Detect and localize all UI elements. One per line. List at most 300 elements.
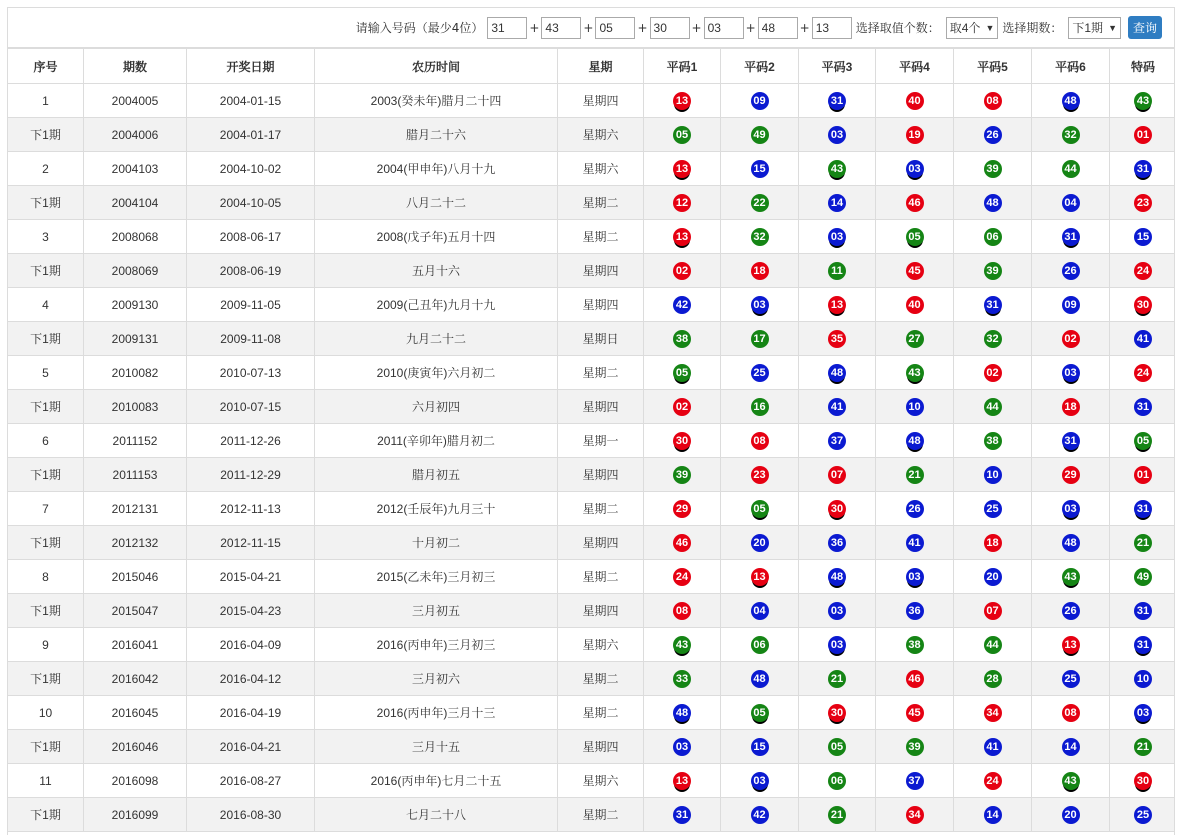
draw-date: 2008-06-19 bbox=[187, 254, 315, 288]
regular-number-cell bbox=[721, 764, 799, 798]
number-ball: 25 bbox=[1134, 806, 1152, 824]
number-ball: 46 bbox=[906, 670, 924, 688]
table-row bbox=[8, 560, 1176, 594]
regular-number-cell bbox=[954, 152, 1032, 186]
number-ball: 02 bbox=[1062, 330, 1080, 348]
number-ball: 06 bbox=[984, 228, 1002, 246]
weekday: 星期四 bbox=[558, 288, 644, 322]
regular-number-cell bbox=[721, 696, 799, 730]
table-row bbox=[8, 84, 1176, 118]
regular-number-cell bbox=[954, 458, 1032, 492]
number-ball: 08 bbox=[984, 92, 1002, 110]
matched-number-ball: 31 bbox=[828, 92, 846, 110]
number-ball: 34 bbox=[906, 806, 924, 824]
matched-number-ball: 13 bbox=[673, 772, 691, 790]
regular-number-cell bbox=[721, 288, 799, 322]
row-index: 下1期 bbox=[8, 526, 84, 560]
regular-number-cell bbox=[799, 764, 876, 798]
plus-sign: + bbox=[529, 20, 540, 35]
regular-number-cell bbox=[721, 798, 799, 832]
table-row bbox=[8, 730, 1176, 764]
draw-date: 2015-04-23 bbox=[187, 594, 315, 628]
number-ball: 40 bbox=[906, 296, 924, 314]
column-header: 平码2 bbox=[721, 49, 799, 84]
period-number: 2009130 bbox=[84, 288, 187, 322]
number-ball: 29 bbox=[673, 500, 691, 518]
number-input-7[interactable] bbox=[812, 17, 852, 39]
period-count-value: 下1期 bbox=[1072, 21, 1104, 35]
regular-number-cell bbox=[644, 356, 721, 390]
regular-number-cell bbox=[1032, 118, 1110, 152]
period-number: 2016045 bbox=[84, 696, 187, 730]
regular-number-cell bbox=[1032, 254, 1110, 288]
number-ball: 42 bbox=[673, 296, 691, 314]
regular-number-cell bbox=[1032, 152, 1110, 186]
regular-number-cell bbox=[799, 458, 876, 492]
number-input-5[interactable] bbox=[704, 17, 744, 39]
take-count-label: 选择取值个数： bbox=[855, 21, 940, 35]
number-ball: 22 bbox=[751, 194, 769, 212]
matched-number-ball: 43 bbox=[1062, 772, 1080, 790]
regular-number-cell bbox=[1032, 798, 1110, 832]
regular-number-cell bbox=[954, 186, 1032, 220]
row-index: 下1期 bbox=[8, 594, 84, 628]
weekday: 星期二 bbox=[558, 696, 644, 730]
number-ball: 08 bbox=[673, 602, 691, 620]
period-number: 2011152 bbox=[84, 424, 187, 458]
lunar-date: 2010(庚寅年)六月初二 bbox=[315, 356, 558, 390]
number-ball: 01 bbox=[1134, 126, 1152, 144]
filter-toolbar bbox=[8, 8, 1174, 48]
row-index: 8 bbox=[8, 560, 84, 594]
number-ball: 49 bbox=[1134, 568, 1152, 586]
regular-number-cell bbox=[1032, 560, 1110, 594]
number-ball: 12 bbox=[673, 194, 691, 212]
number-ball: 36 bbox=[828, 534, 846, 552]
lunar-date: 2008(戊子年)五月十四 bbox=[315, 220, 558, 254]
number-input-3[interactable] bbox=[595, 17, 635, 39]
table-row bbox=[8, 356, 1176, 390]
special-number-cell bbox=[1110, 186, 1176, 220]
special-number-cell bbox=[1110, 696, 1176, 730]
row-index: 下1期 bbox=[8, 662, 84, 696]
regular-number-cell bbox=[721, 356, 799, 390]
weekday: 星期四 bbox=[558, 84, 644, 118]
row-index: 下1期 bbox=[8, 730, 84, 764]
table-row bbox=[8, 696, 1176, 730]
period-number: 2012131 bbox=[84, 492, 187, 526]
number-ball: 37 bbox=[828, 432, 846, 450]
number-ball: 24 bbox=[1134, 364, 1152, 382]
number-ball: 06 bbox=[828, 772, 846, 790]
weekday: 星期四 bbox=[558, 594, 644, 628]
matched-number-ball: 30 bbox=[673, 432, 691, 450]
table-row bbox=[8, 764, 1176, 798]
column-header: 平码1 bbox=[644, 49, 721, 84]
regular-number-cell bbox=[799, 186, 876, 220]
number-ball: 24 bbox=[673, 568, 691, 586]
weekday: 星期二 bbox=[558, 186, 644, 220]
row-index: 9 bbox=[8, 628, 84, 662]
period-number: 2015046 bbox=[84, 560, 187, 594]
lunar-date: 2016(丙申年)三月十三 bbox=[315, 696, 558, 730]
lunar-date: 2011(辛卯年)腊月初二 bbox=[315, 424, 558, 458]
regular-number-cell bbox=[721, 730, 799, 764]
row-index: 6 bbox=[8, 424, 84, 458]
regular-number-cell bbox=[644, 560, 721, 594]
matched-number-ball: 05 bbox=[751, 500, 769, 518]
regular-number-cell bbox=[799, 594, 876, 628]
regular-number-cell bbox=[954, 730, 1032, 764]
regular-number-cell bbox=[799, 220, 876, 254]
number-ball: 44 bbox=[1062, 160, 1080, 178]
regular-number-cell bbox=[876, 118, 954, 152]
number-ball: 44 bbox=[984, 398, 1002, 416]
regular-number-cell bbox=[799, 798, 876, 832]
column-header: 农历时间 bbox=[315, 49, 558, 84]
period-number: 2015047 bbox=[84, 594, 187, 628]
lunar-date: 三月初五 bbox=[315, 594, 558, 628]
matched-number-ball: 48 bbox=[1062, 92, 1080, 110]
number-ball: 09 bbox=[1062, 296, 1080, 314]
regular-number-cell bbox=[954, 594, 1032, 628]
regular-number-cell bbox=[799, 526, 876, 560]
number-ball: 23 bbox=[751, 466, 769, 484]
table-row bbox=[8, 118, 1176, 152]
regular-number-cell bbox=[644, 526, 721, 560]
number-ball: 39 bbox=[906, 738, 924, 756]
draw-date: 2016-08-30 bbox=[187, 798, 315, 832]
row-index: 4 bbox=[8, 288, 84, 322]
weekday: 星期二 bbox=[558, 798, 644, 832]
special-number-cell bbox=[1110, 390, 1176, 424]
weekday: 星期二 bbox=[558, 560, 644, 594]
table-row bbox=[8, 458, 1176, 492]
matched-number-ball: 48 bbox=[828, 364, 846, 382]
matched-number-ball: 03 bbox=[751, 772, 769, 790]
special-number-cell bbox=[1110, 662, 1176, 696]
number-ball: 16 bbox=[751, 398, 769, 416]
period-number: 2016041 bbox=[84, 628, 187, 662]
regular-number-cell bbox=[721, 254, 799, 288]
number-ball: 15 bbox=[751, 738, 769, 756]
draw-date: 2016-08-27 bbox=[187, 764, 315, 798]
number-ball: 15 bbox=[1134, 228, 1152, 246]
number-ball: 03 bbox=[828, 602, 846, 620]
regular-number-cell bbox=[876, 560, 954, 594]
matched-number-ball: 30 bbox=[828, 704, 846, 722]
matched-number-ball: 48 bbox=[673, 704, 691, 722]
weekday: 星期六 bbox=[558, 628, 644, 662]
regular-number-cell bbox=[721, 390, 799, 424]
special-number-cell bbox=[1110, 118, 1176, 152]
draw-date: 2008-06-17 bbox=[187, 220, 315, 254]
lunar-date: 九月二十二 bbox=[315, 322, 558, 356]
matched-number-ball: 03 bbox=[1134, 704, 1152, 722]
matched-number-ball: 13 bbox=[673, 92, 691, 110]
regular-number-cell bbox=[799, 696, 876, 730]
table-header-row bbox=[8, 49, 1176, 84]
regular-number-cell bbox=[799, 322, 876, 356]
number-ball: 32 bbox=[1062, 126, 1080, 144]
weekday: 星期四 bbox=[558, 254, 644, 288]
regular-number-cell bbox=[1032, 730, 1110, 764]
regular-number-cell bbox=[954, 696, 1032, 730]
number-ball: 03 bbox=[828, 126, 846, 144]
table-row bbox=[8, 662, 1176, 696]
table-row bbox=[8, 322, 1176, 356]
special-number-cell bbox=[1110, 560, 1176, 594]
number-ball: 41 bbox=[984, 738, 1002, 756]
regular-number-cell bbox=[1032, 390, 1110, 424]
period-count-select[interactable] bbox=[1068, 17, 1121, 39]
matched-number-ball: 03 bbox=[1062, 364, 1080, 382]
number-ball: 35 bbox=[828, 330, 846, 348]
special-number-cell bbox=[1110, 356, 1176, 390]
number-ball: 44 bbox=[984, 636, 1002, 654]
weekday: 星期二 bbox=[558, 356, 644, 390]
table-row bbox=[8, 220, 1176, 254]
results-table bbox=[7, 48, 1175, 832]
regular-number-cell bbox=[876, 356, 954, 390]
weekday: 星期四 bbox=[558, 730, 644, 764]
table-row bbox=[8, 390, 1176, 424]
matched-number-ball: 43 bbox=[906, 364, 924, 382]
regular-number-cell bbox=[1032, 696, 1110, 730]
number-ball: 38 bbox=[673, 330, 691, 348]
number-ball: 25 bbox=[751, 364, 769, 382]
number-ball: 14 bbox=[828, 194, 846, 212]
regular-number-cell bbox=[644, 390, 721, 424]
regular-number-cell bbox=[876, 152, 954, 186]
special-number-cell bbox=[1110, 492, 1176, 526]
matched-number-ball: 13 bbox=[673, 160, 691, 178]
number-input-2[interactable] bbox=[541, 17, 581, 39]
regular-number-cell bbox=[954, 662, 1032, 696]
number-ball: 24 bbox=[984, 772, 1002, 790]
number-ball: 08 bbox=[751, 432, 769, 450]
matched-number-ball: 03 bbox=[828, 636, 846, 654]
number-ball: 25 bbox=[984, 500, 1002, 518]
table-row bbox=[8, 186, 1176, 220]
regular-number-cell bbox=[644, 764, 721, 798]
number-ball: 21 bbox=[1134, 738, 1152, 756]
regular-number-cell bbox=[954, 628, 1032, 662]
number-ball: 49 bbox=[751, 126, 769, 144]
number-ball: 39 bbox=[984, 160, 1002, 178]
regular-number-cell bbox=[954, 764, 1032, 798]
regular-number-cell bbox=[954, 84, 1032, 118]
column-header: 序号 bbox=[8, 49, 84, 84]
period-number: 2010082 bbox=[84, 356, 187, 390]
special-number-cell bbox=[1110, 594, 1176, 628]
regular-number-cell bbox=[1032, 764, 1110, 798]
regular-number-cell bbox=[644, 696, 721, 730]
special-number-cell bbox=[1110, 152, 1176, 186]
regular-number-cell bbox=[954, 356, 1032, 390]
weekday: 星期六 bbox=[558, 118, 644, 152]
number-ball: 08 bbox=[1062, 704, 1080, 722]
query-button[interactable]: 查询 bbox=[1128, 16, 1162, 39]
number-ball: 36 bbox=[906, 602, 924, 620]
results-panel bbox=[7, 7, 1175, 835]
regular-number-cell bbox=[799, 84, 876, 118]
weekday: 星期四 bbox=[558, 526, 644, 560]
number-ball: 38 bbox=[984, 432, 1002, 450]
matched-number-ball: 31 bbox=[1134, 636, 1152, 654]
regular-number-cell bbox=[1032, 662, 1110, 696]
regular-number-cell bbox=[1032, 458, 1110, 492]
regular-number-cell bbox=[1032, 356, 1110, 390]
row-index: 下1期 bbox=[8, 390, 84, 424]
column-header: 平码5 bbox=[954, 49, 1032, 84]
matched-number-ball: 13 bbox=[673, 228, 691, 246]
regular-number-cell bbox=[876, 662, 954, 696]
regular-number-cell bbox=[954, 288, 1032, 322]
regular-number-cell bbox=[644, 662, 721, 696]
number-ball: 01 bbox=[1134, 466, 1152, 484]
draw-date: 2004-01-17 bbox=[187, 118, 315, 152]
regular-number-cell bbox=[954, 220, 1032, 254]
special-number-cell bbox=[1110, 322, 1176, 356]
regular-number-cell bbox=[876, 424, 954, 458]
period-number: 2009131 bbox=[84, 322, 187, 356]
period-number: 2008069 bbox=[84, 254, 187, 288]
number-input-6[interactable] bbox=[758, 17, 798, 39]
weekday: 星期二 bbox=[558, 492, 644, 526]
table-row bbox=[8, 594, 1176, 628]
table-body bbox=[8, 84, 1176, 832]
regular-number-cell bbox=[876, 390, 954, 424]
column-header: 开奖日期 bbox=[187, 49, 315, 84]
regular-number-cell bbox=[721, 526, 799, 560]
matched-number-ball: 03 bbox=[906, 160, 924, 178]
regular-number-cell bbox=[954, 390, 1032, 424]
regular-number-cell bbox=[876, 628, 954, 662]
number-ball: 38 bbox=[906, 636, 924, 654]
lunar-date: 2016(丙申年)三月初三 bbox=[315, 628, 558, 662]
regular-number-cell bbox=[1032, 84, 1110, 118]
weekday: 星期六 bbox=[558, 152, 644, 186]
plus-sign: + bbox=[745, 20, 756, 35]
number-ball: 41 bbox=[906, 534, 924, 552]
number-ball: 45 bbox=[906, 704, 924, 722]
number-ball: 20 bbox=[984, 568, 1002, 586]
special-number-cell bbox=[1110, 628, 1176, 662]
number-ball: 39 bbox=[673, 466, 691, 484]
regular-number-cell bbox=[644, 220, 721, 254]
period-number: 2011153 bbox=[84, 458, 187, 492]
regular-number-cell bbox=[644, 424, 721, 458]
weekday: 星期二 bbox=[558, 662, 644, 696]
period-number: 2008068 bbox=[84, 220, 187, 254]
number-ball: 05 bbox=[673, 126, 691, 144]
number-ball: 34 bbox=[984, 704, 1002, 722]
number-ball: 10 bbox=[906, 398, 924, 416]
special-number-cell bbox=[1110, 526, 1176, 560]
regular-number-cell bbox=[644, 118, 721, 152]
lunar-date: 六月初四 bbox=[315, 390, 558, 424]
column-header: 特码 bbox=[1110, 49, 1176, 84]
regular-number-cell bbox=[1032, 628, 1110, 662]
row-index: 下1期 bbox=[8, 798, 84, 832]
number-ball: 19 bbox=[906, 126, 924, 144]
matched-number-ball: 30 bbox=[828, 500, 846, 518]
matched-number-ball: 43 bbox=[1062, 568, 1080, 586]
draw-date: 2016-04-21 bbox=[187, 730, 315, 764]
dropdown-arrow-icon: ▼ bbox=[985, 22, 995, 33]
regular-number-cell bbox=[644, 84, 721, 118]
regular-number-cell bbox=[876, 798, 954, 832]
regular-number-cell bbox=[876, 254, 954, 288]
regular-number-cell bbox=[1032, 492, 1110, 526]
lunar-date: 2012(壬辰年)九月三十 bbox=[315, 492, 558, 526]
regular-number-cell bbox=[876, 186, 954, 220]
matched-number-ball: 48 bbox=[906, 432, 924, 450]
regular-number-cell bbox=[721, 118, 799, 152]
regular-number-cell bbox=[721, 186, 799, 220]
number-ball: 26 bbox=[984, 126, 1002, 144]
number-ball: 25 bbox=[1062, 670, 1080, 688]
take-count-select[interactable] bbox=[946, 17, 999, 39]
lunar-date: 八月二十二 bbox=[315, 186, 558, 220]
number-ball: 10 bbox=[984, 466, 1002, 484]
number-ball: 32 bbox=[751, 228, 769, 246]
regular-number-cell bbox=[799, 254, 876, 288]
number-input-1[interactable] bbox=[487, 17, 527, 39]
regular-number-cell bbox=[954, 322, 1032, 356]
number-ball: 37 bbox=[906, 772, 924, 790]
matched-number-ball: 31 bbox=[1062, 432, 1080, 450]
regular-number-cell bbox=[644, 254, 721, 288]
regular-number-cell bbox=[1032, 424, 1110, 458]
weekday: 星期四 bbox=[558, 390, 644, 424]
regular-number-cell bbox=[954, 254, 1032, 288]
draw-date: 2011-12-29 bbox=[187, 458, 315, 492]
regular-number-cell bbox=[721, 560, 799, 594]
regular-number-cell bbox=[721, 220, 799, 254]
regular-number-cell bbox=[799, 424, 876, 458]
period-number: 2004103 bbox=[84, 152, 187, 186]
column-header: 平码4 bbox=[876, 49, 954, 84]
column-header: 平码6 bbox=[1032, 49, 1110, 84]
period-number: 2004104 bbox=[84, 186, 187, 220]
regular-number-cell bbox=[721, 662, 799, 696]
matched-number-ball: 31 bbox=[1062, 228, 1080, 246]
regular-number-cell bbox=[721, 458, 799, 492]
number-ball: 24 bbox=[1134, 262, 1152, 280]
matched-number-ball: 05 bbox=[673, 364, 691, 382]
period-number: 2012132 bbox=[84, 526, 187, 560]
number-input-4[interactable] bbox=[650, 17, 690, 39]
regular-number-cell bbox=[721, 492, 799, 526]
lunar-date: 2016(丙申年)七月二十五 bbox=[315, 764, 558, 798]
number-ball: 46 bbox=[906, 194, 924, 212]
draw-date: 2012-11-13 bbox=[187, 492, 315, 526]
number-ball: 02 bbox=[673, 398, 691, 416]
number-ball: 45 bbox=[906, 262, 924, 280]
regular-number-cell bbox=[799, 492, 876, 526]
row-index: 1 bbox=[8, 84, 84, 118]
table-row bbox=[8, 152, 1176, 186]
weekday: 星期二 bbox=[558, 220, 644, 254]
regular-number-cell bbox=[876, 220, 954, 254]
matched-number-ball: 13 bbox=[1062, 636, 1080, 654]
period-number: 2016042 bbox=[84, 662, 187, 696]
special-number-cell bbox=[1110, 764, 1176, 798]
regular-number-cell bbox=[644, 152, 721, 186]
matched-number-ball: 31 bbox=[1134, 500, 1152, 518]
